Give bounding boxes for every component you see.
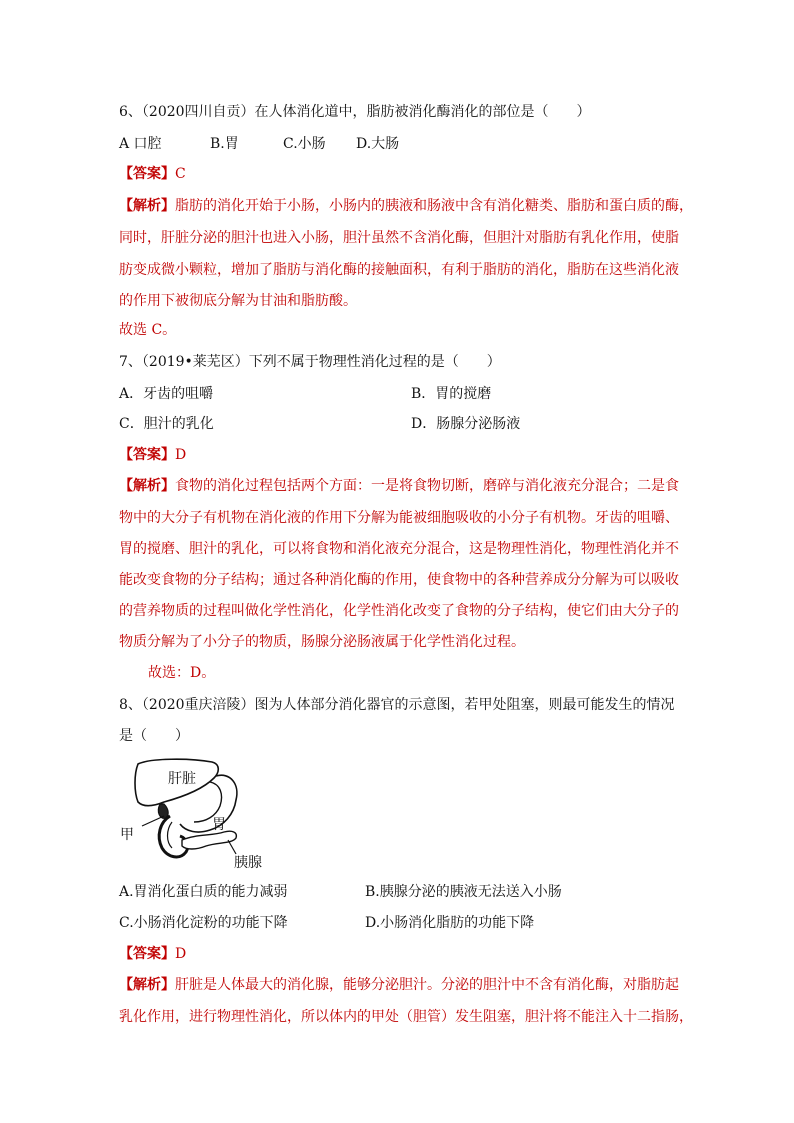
q7-option-b: B．胃的搅磨 <box>411 386 492 402</box>
q7-analysis-line-1: 【解析】食物的消化过程包括两个方面：一是将食物切断，磨碎与消化液充分混合；二是食 <box>119 478 679 494</box>
q7-option-d: D．肠腺分泌肠液 <box>411 416 521 432</box>
q7-option-c: C．胆汁的乳化 <box>119 416 214 432</box>
pancreas-label: 胰腺 <box>234 855 262 871</box>
q6-answer: 【答案】C <box>119 166 186 182</box>
q7-answer: 【答案】D <box>119 447 187 463</box>
q6-analysis-line-4: 的作用下被彻底分解为甘油和脂肪酸。 <box>119 293 357 309</box>
q7-analysis-line-3: 胃的搅磨、胆汁的乳化，可以将食物和消化液充分混合，这是物理性消化，物理性消化并不 <box>119 541 679 557</box>
q6-analysis-line-3: 肪变成微小颗粒，增加了脂肪与消化酶的接触面积，有利于脂肪的消化，脂肪在这些消化液 <box>119 262 679 278</box>
duodenum-inner <box>168 822 173 848</box>
q7-analysis-line-6: 物质分解为了小分子的物质，肠腺分泌肠液属于化学性消化过程。 <box>119 634 525 650</box>
q8-stem-line-1: 8、（2020重庆涪陵）图为人体部分消化器官的示意图，若甲处阻塞，则最可能发生的情况 <box>119 697 675 713</box>
q6-option-c: C.小肠 <box>283 136 326 152</box>
q8-option-c: C.小肠消化淀粉的功能下降 <box>119 915 288 931</box>
q8-option-b: B.胰腺分泌的胰液无法送入小肠 <box>365 884 562 900</box>
duodenum-shape <box>159 816 187 857</box>
q6-option-a: A 口腔 <box>119 136 162 152</box>
jia-label: 甲 <box>120 827 134 843</box>
q8-analysis-line-1: 【解析】肝脏是人体最大的消化腺，能够分泌胆汁。分泌的胆汁中不含有消化酶，对脂肪起 <box>119 977 679 993</box>
q8-option-d: D.小肠消化脂肪的功能下降 <box>365 915 535 931</box>
q7-analysis-line-4: 能改变食物的分子结构；通过各种消化酶的作用，使食物中的各种营养成分分解为可以吸收 <box>119 572 679 588</box>
q6-conclusion: 故选 C。 <box>119 322 177 338</box>
q8-stem-line-2: 是（ ） <box>119 728 189 744</box>
q8-option-a: A.胃消化蛋白质的能力减弱 <box>119 884 288 900</box>
q8-analysis-line-2: 乳化作用，进行物理性消化，所以体内的甲处（胆管）发生阻塞，胆汁将不能注入十二指肠， <box>119 1009 693 1025</box>
q7-analysis-line-5: 的营养物质的过程叫做化学性消化，化学性消化改变了食物的分子结构，使它们由大分子的 <box>119 603 679 619</box>
q6-option-b: B.胃 <box>210 136 239 152</box>
q8-answer: 【答案】D <box>119 946 187 962</box>
q7-stem: 7、（2019•莱芜区）下列不属于物理性消化过程的是（ ） <box>119 354 501 370</box>
q6-option-d: D.大肠 <box>356 136 400 152</box>
q7-analysis-line-2: 物中的大分子有机物在消化液的作用下分解为能被细胞吸收的小分子有机物。牙齿的咀嚼、 <box>119 510 679 526</box>
q6-analysis-line-1: 【解析】脂肪的消化开始于小肠，小肠内的胰液和肠液中含有消化糖类、脂肪和蛋白质的酶， <box>119 198 693 214</box>
q6-stem: 6、（2020四川自贡）在人体消化道中，脂肪被消化酶消化的部位是（ ） <box>119 104 591 120</box>
liver-label: 肝脏 <box>168 771 196 787</box>
stomach-label: 胃 <box>212 817 226 833</box>
q7-conclusion: 故选：D。 <box>148 665 216 681</box>
digestive-organs-figure <box>120 756 280 876</box>
q6-analysis-line-2: 同时，肝脏分泌的胆汁也进入小肠，胆汁虽然不含消化酶，但胆汁对脂肪有乳化作用，使脂 <box>119 230 679 246</box>
q7-option-a: A．牙齿的咀嚼 <box>119 386 214 402</box>
